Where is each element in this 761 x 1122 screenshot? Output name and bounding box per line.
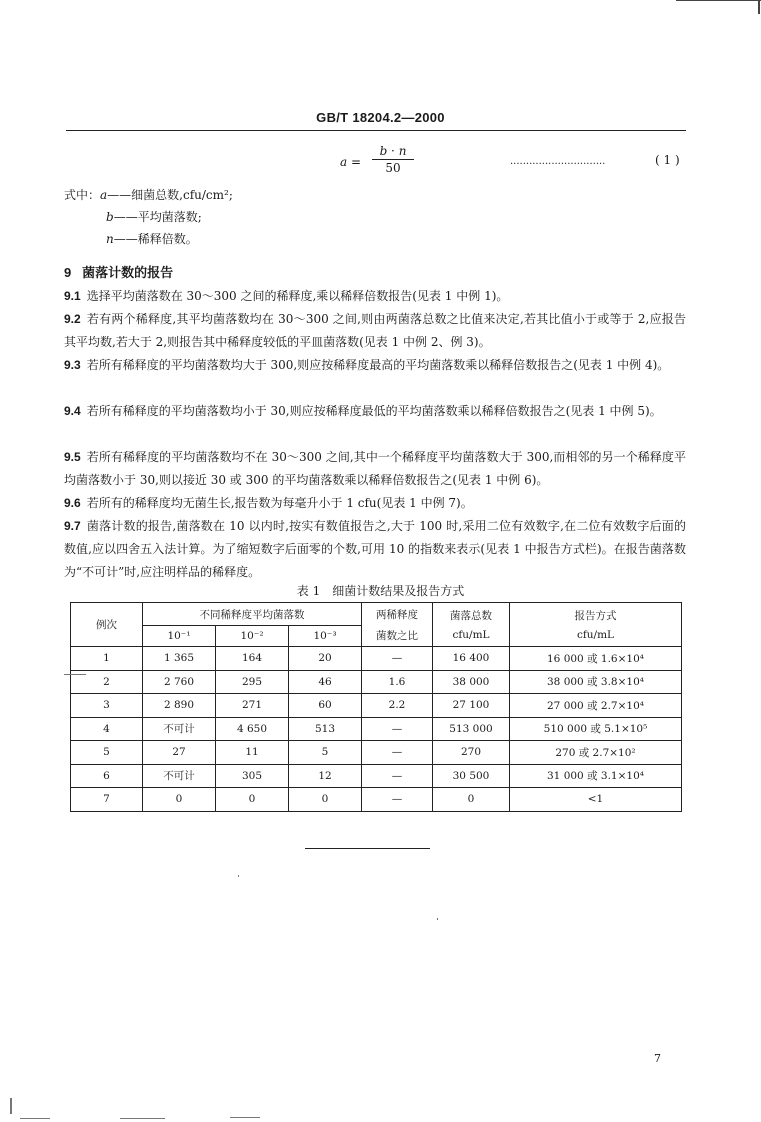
cell-dilution-2: 305 [216,764,289,788]
cell-report: <1 [510,788,682,812]
cell-dilution-1: 0 [143,788,216,812]
scan-speck [437,918,438,920]
cell-total: 0 [433,788,510,812]
cell-report: 38 000 或 3.8×10⁴ [510,670,682,694]
cell-ratio: — [362,741,433,765]
clause-text: 选择平均菌落数在 30～300 之间的稀释度,乘以稀释倍数报告(见表 1 中例 1)。 [86,289,509,303]
scan-speck [230,1117,260,1118]
cell-dilution-3: 46 [289,670,362,694]
header-report-line1: 报告方式 [574,610,617,622]
header-dilution-2: 10⁻² [216,626,289,647]
clause-text: 菌落计数的报告,菌落数在 10 以内时,按实有数值报告之,大于 100 时,采用二位有效数字,在二位有效数字后面的数值,应以四舍五入法计算。为了缩短数字后面零的个数,可用 10 的指数来表示(见表 1 中报告方式栏)。在报告菌落数为“不可计”时,应注明样品的稀释度。 [64,519,686,579]
header-dilution-1: 10⁻¹ [143,626,216,647]
formula-fraction [370,144,416,175]
formula-denominator: 50 [385,161,401,175]
where-line-b [106,208,202,225]
clause-text: 若所有稀释度的平均菌落数均大于 300,则应按稀释度最高的平均菌落数乘以稀释倍数报告之(见表 1 中例 4)。 [86,358,670,372]
scan-speck [238,875,239,877]
cell-dilution-3: 5 [289,741,362,765]
page-number: 7 [654,1052,661,1065]
cell-dilution-3: 12 [289,764,362,788]
table-row [71,694,682,718]
cell-report: 270 或 2.7×10² [510,741,682,765]
end-of-text-rule [305,848,430,849]
cell-dilution-2: 295 [216,670,289,694]
clause-number: 9.6 [64,496,81,510]
table-row [71,788,682,812]
table-title: 表 1 细菌计数结果及报告方式 [296,584,465,598]
cell-dilution-2: 11 [216,741,289,765]
cell-ratio: 1.6 [362,670,433,694]
table-row [71,717,682,741]
clause-number: 9.3 [64,358,81,372]
cell-example: 1 [71,647,143,671]
cell-example: 2 [71,670,143,694]
header-report-line2: cfu/mL [577,629,614,641]
cell-example: 7 [71,788,143,812]
header-ratio-line1: 两稀释度 [376,608,418,621]
header-report [510,603,682,647]
cell-dilution-3: 20 [289,647,362,671]
cell-dilution-1: 不可计 [143,717,216,741]
clause-number: 9.7 [64,519,81,533]
table-row [71,670,682,694]
cell-report: 31 000 或 3.1×10⁴ [510,764,682,788]
cell-report: 510 000 或 5.1×10⁵ [510,717,682,741]
scan-speck [120,1118,165,1119]
formula-number: ( 1 ) [655,153,680,167]
where-dash: —— [113,210,138,224]
cell-total: 513 000 [433,717,510,741]
clause-text: 若所有稀释度的平均菌落数均不在 30～300 之间,其中一个稀释度平均菌落数大于 300,而相邻的另一个稀释度平均菌落数小于 30,则以接近 30 或 300 的平均菌落数乘以稀释倍数报告之(见表 1 中例 6)。 [64,450,686,487]
cell-dilution-2: 4 650 [216,717,289,741]
clause-number: 9.4 [64,404,81,418]
clause-9-5 [64,446,686,492]
clause-number: 9.2 [64,312,81,326]
where-line-n [106,230,198,247]
cell-dilution-1: 2 760 [143,670,216,694]
formula-numerator: b · n [379,144,407,158]
cell-total: 30 500 [433,764,510,788]
formula-lhs: a = [340,155,362,169]
fraction-bar [372,159,414,160]
cell-dilution-3: 513 [289,717,362,741]
header-ratio [362,603,433,647]
cell-ratio: — [362,764,433,788]
cell-report: 27 000 或 2.7×10⁴ [510,694,682,718]
cell-dilution-1: 1 365 [143,647,216,671]
cell-dilution-2: 271 [216,694,289,718]
formula-leader: .............................. [510,156,606,167]
scan-edge-mark [758,0,760,14]
header-total-line2: cfu/mL [452,629,490,641]
clause-9-7 [64,515,686,584]
section-title: 菌落计数的报告 [82,265,174,280]
cell-ratio: — [362,717,433,741]
cell-ratio: — [362,788,433,812]
cell-example: 4 [71,717,143,741]
symbol-n: n [106,232,114,246]
clause-9-1 [64,285,686,308]
where-dash: —— [113,232,138,246]
cell-total: 27 100 [433,694,510,718]
scan-edge-line [676,0,761,1]
clause-number: 9.5 [64,450,81,464]
cell-dilution-1: 27 [143,741,216,765]
cell-dilution-3: 60 [289,694,362,718]
cell-example: 3 [71,694,143,718]
table-row [71,741,682,765]
symbol-b: b [106,210,114,224]
scan-speck [64,674,86,675]
where-label: 式中： [64,188,101,202]
cell-ratio: — [362,647,433,671]
scan-speck [20,1118,50,1119]
clause-text: 若所有稀释度的平均菌落数均小于 30,则应按稀释度最低的平均菌落数乘以稀释倍数报告之(见表 1 中例 5)。 [86,404,662,418]
cell-total: 270 [433,741,510,765]
clause-9-3 [64,354,686,377]
symbol-a: a [100,188,108,202]
results-table [70,602,682,812]
cell-dilution-1: 2 890 [143,694,216,718]
table-header-row [71,603,682,626]
where-desc: 平均菌落数; [137,210,202,224]
table-row [71,764,682,788]
header-example: 例次 [71,603,143,647]
clause-text: 若所有的稀释度均无菌生长,报告数为每毫升小于 1 cfu(见表 1 中例 7)。 [86,496,473,510]
clause-9-2 [64,308,686,354]
cell-dilution-2: 164 [216,647,289,671]
header-ratio-line2: 菌数之比 [376,629,418,642]
where-desc: 稀释倍数。 [137,232,198,246]
cell-report: 16 000 或 1.6×10⁴ [510,647,682,671]
clause-text: 若有两个稀释度,其平均菌落数均在 30～300 之间,则由两菌落总数之比值来决定,若其比值小于或等于 2,应报告其平均数,若大于 2,则报告其中稀释度较低的平皿菌落数(见表 1 中例 2、例 3)。 [64,312,686,349]
scan-speck [10,1098,12,1114]
cell-example: 6 [71,764,143,788]
page-header: GB/T 18204.2—2000 [316,110,445,125]
cell-example: 5 [71,741,143,765]
cell-dilution-2: 0 [216,788,289,812]
cell-total: 16 400 [433,647,510,671]
clause-9-4 [64,400,686,423]
where-dash: —— [107,188,132,202]
cell-ratio: 2.2 [362,694,433,718]
header-total [433,603,510,647]
header-rule [66,130,686,131]
cell-dilution-1: 不可计 [143,764,216,788]
section-heading [64,262,173,281]
cell-dilution-3: 0 [289,788,362,812]
header-dilution-group: 不同稀释度平均菌落数 [143,603,362,626]
clause-9-6 [64,492,686,515]
header-dilution-3: 10⁻³ [289,626,362,647]
cell-total: 38 000 [433,670,510,694]
header-total-line1: 菌落总数 [450,610,492,622]
table-row [71,647,682,671]
where-desc: 细菌总数,cfu/cm²; [131,188,233,202]
where-line-a [64,186,233,203]
clause-number: 9.1 [64,289,81,303]
section-number: 9 [64,265,72,280]
